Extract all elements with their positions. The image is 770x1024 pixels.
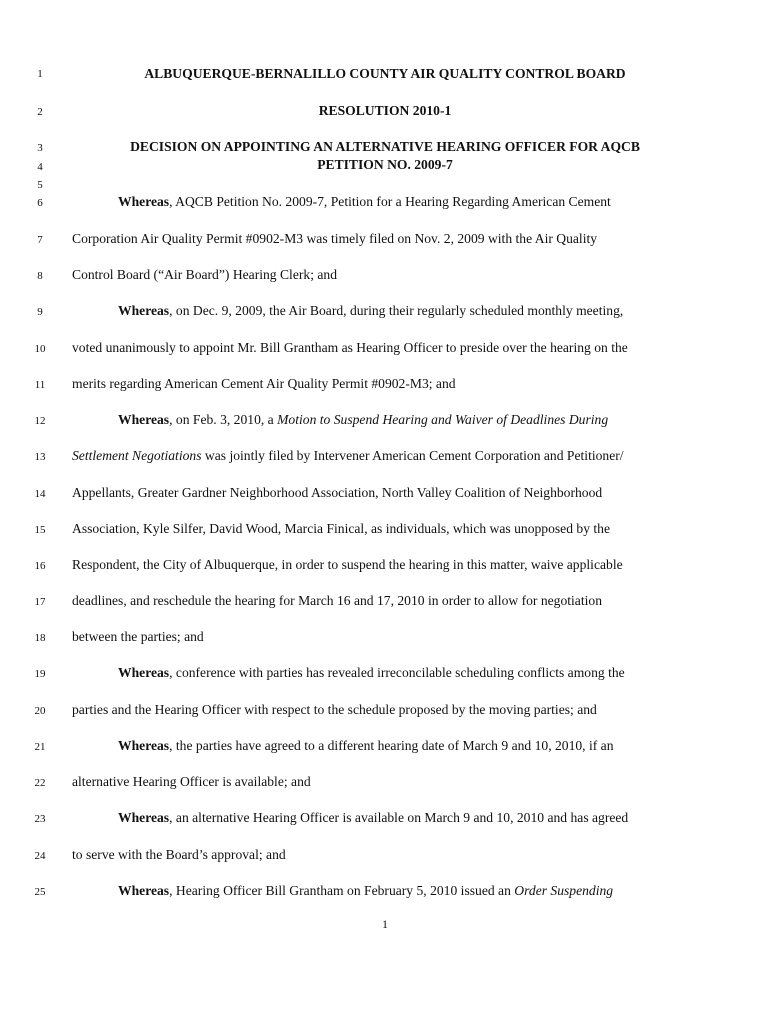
line-number: 7 [37,234,43,246]
paragraph-line: alternative Hearing Officer is available; and [72,774,311,789]
line-number: 14 [34,488,46,500]
line-number: 2 [37,106,43,118]
line-number: 1 [37,68,43,80]
paragraph-line [118,302,623,320]
line-number: 8 [37,270,43,282]
paragraph-line [118,193,611,211]
line-number: 4 [37,161,43,173]
line-number: 17 [34,596,46,608]
document-title: ALBUQUERQUE-BERNALILLO COUNTY AIR QUALITY CONTROL BOARD [144,66,626,81]
line-number: 3 [37,142,43,154]
line-text: , on Dec. 9, 2009, the Air Board, during their regularly scheduled monthly meeting, [169,303,624,318]
line-number: 12 [34,415,46,427]
line-number: 24 [34,850,46,862]
line-text: , the parties have agreed to a different hearing date of March 9 and 10, 2010, if an [169,738,614,753]
line-number: 21 [34,741,46,753]
line-text: , on Feb. 3, 2010, a [169,412,278,427]
line-number: 19 [34,668,46,680]
paragraph-line [118,882,613,900]
line-number: 22 [34,777,46,789]
whereas-label: Whereas [118,738,170,753]
line-number: 25 [34,886,46,898]
line-number: 20 [34,705,46,717]
paragraph-line [72,447,624,465]
line-number: 11 [34,379,46,391]
resolution-number: RESOLUTION 2010-1 [318,103,452,118]
line-number: 10 [34,343,46,355]
line-number: 5 [37,179,43,191]
whereas-label: Whereas [118,665,170,680]
line-number: 15 [34,524,46,536]
line-number: 6 [37,197,43,209]
paragraph-line: voted unanimously to appoint Mr. Bill Grantham as Hearing Officer to preside over the hearing on the [72,340,628,355]
line-number: 9 [37,306,43,318]
line-number: 18 [34,632,46,644]
paragraph-line: merits regarding American Cement Air Quality Permit #0902-M3; and [72,376,456,391]
motion-title-cont: Settlement Negotiations [72,448,202,463]
line-text: , conference with parties has revealed irreconcilable scheduling conflicts among the [169,665,625,680]
paragraph-line: Respondent, the City of Albuquerque, in order to suspend the hearing in this matter, waive applicable [72,557,623,572]
paragraph-line: Appellants, Greater Gardner Neighborhood Association, North Valley Coalition of Neighborhood [72,485,603,500]
whereas-label: Whereas [118,303,170,318]
subject-line-1: DECISION ON APPOINTING AN ALTERNATIVE HEARING OFFICER FOR AQCB [130,139,640,154]
whereas-label: Whereas [118,412,170,427]
line-text: was jointly filed by Intervener American Cement Corporation and Petitioner/ [201,448,624,463]
paragraph-line: parties and the Hearing Officer with respect to the schedule proposed by the moving parties; and [72,702,597,717]
paragraph-line: deadlines, and reschedule the hearing for March 16 and 17, 2010 in order to allow for negotiation [72,593,602,608]
paragraph-line [118,809,628,827]
paragraph-line: Control Board (“Air Board”) Hearing Clerk; and [72,267,337,282]
line-text: , an alternative Hearing Officer is available on March 9 and 10, 2010 and has agreed [169,810,629,825]
page-number: 1 [382,917,388,931]
paragraph-line: to serve with the Board’s approval; and [72,847,286,862]
paragraph-line: between the parties; and [72,629,204,644]
order-title: Order Suspending [514,883,614,898]
paragraph-line: Corporation Air Quality Permit #0902-M3 was timely filed on Nov. 2, 2009 with the Air Quality [72,231,598,246]
line-number: 23 [34,813,46,825]
line-text: , AQCB Petition No. 2009-7, Petition for a Hearing Regarding American Cement [169,194,611,209]
subject-line-2: PETITION NO. 2009-7 [317,157,453,172]
whereas-label: Whereas [118,194,170,209]
paragraph-line: Association, Kyle Silfer, David Wood, Marcia Finical, as individuals, which was unopposed by the [72,521,610,536]
motion-title: Motion to Suspend Hearing and Waiver of Deadlines During [277,412,609,427]
line-text: , Hearing Officer Bill Grantham on February 5, 2010 issued an [169,883,515,898]
whereas-label: Whereas [118,883,170,898]
whereas-label: Whereas [118,810,170,825]
line-number: 13 [34,451,46,463]
paragraph-line [118,737,614,755]
paragraph-line [118,411,608,429]
paragraph-line [118,664,625,682]
line-number: 16 [34,560,46,572]
